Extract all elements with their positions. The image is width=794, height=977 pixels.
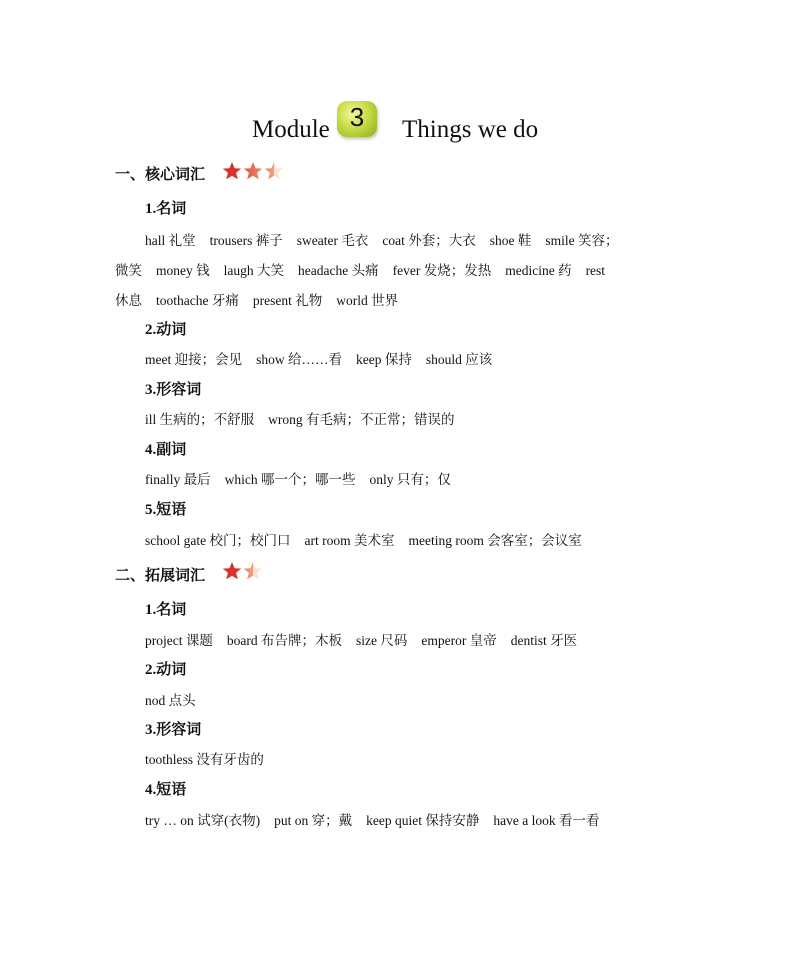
rating-stars-core — [222, 161, 292, 181]
ext-phrases-label: 4.短语 — [145, 782, 187, 798]
star-icon — [243, 161, 263, 181]
star-icon — [264, 161, 284, 181]
core-phrases-label: 5.短语 — [145, 502, 187, 518]
title-topic: Things we do — [402, 116, 539, 143]
ext-verbs-label: 2.动词 — [145, 662, 187, 678]
vocab-line — [145, 529, 582, 549]
vocab-entry: toothless 没有牙齿的 — [145, 752, 264, 767]
vocab-entry: nod 点头 — [145, 693, 196, 708]
vocab-line — [145, 748, 264, 768]
ext-adjectives-label: 3.形容词 — [145, 722, 202, 738]
vocab-entry: trousers 裤子 — [209, 233, 283, 248]
core-nouns-label: 1.名词 — [145, 201, 187, 217]
star-icon — [222, 161, 242, 181]
section-heading-core: 一、核心词汇 — [115, 165, 206, 183]
vocab-entry: smile 笑容； — [545, 233, 619, 248]
rating-stars-extended — [222, 561, 272, 581]
vocab-line — [115, 289, 398, 309]
vocab-entry: finally 最后 — [145, 472, 211, 487]
vocab-entry: shoe 鞋 — [489, 233, 532, 248]
vocab-entry: size 尺码 — [355, 633, 408, 648]
vocab-entry: keep 保持 — [356, 352, 412, 367]
vocab-entry: school gate 校门；校门口 — [145, 533, 291, 548]
vocab-entry: show 给……看 — [256, 352, 343, 367]
vocab-entry: only 只有；仅 — [369, 472, 451, 487]
core-verbs-label: 2.动词 — [145, 322, 187, 338]
vocab-entry: meeting room 会客室；会议室 — [408, 533, 582, 548]
vocab-entry: ill 生病的；不舒服 — [145, 412, 255, 427]
vocab-entry: meet 迎接；会见 — [145, 352, 243, 367]
core-adverbs-label: 4.副词 — [145, 442, 187, 458]
vocab-entry: dentist 牙医 — [510, 633, 578, 648]
vocab-entry: laugh 大笑 — [223, 263, 284, 278]
vocab-line — [145, 689, 196, 709]
vocab-entry: project 课题 — [145, 633, 213, 648]
vocab-line — [145, 229, 618, 249]
module-number-badge — [337, 101, 377, 137]
ext-nouns-label: 1.名词 — [145, 602, 187, 618]
module-number: 3 — [349, 102, 365, 132]
vocab-line — [145, 809, 599, 829]
vocab-entry: emperor 皇帝 — [421, 633, 497, 648]
vocab-entry: try … on 试穿(衣物) — [145, 813, 261, 828]
vocab-line — [145, 408, 455, 428]
section-heading-extended: 二、拓展词汇 — [115, 566, 206, 584]
vocab-entry: headache 头痛 — [298, 263, 379, 278]
vocab-entry: sweater 毛衣 — [296, 233, 369, 248]
title-module-word: Module — [252, 116, 330, 143]
vocab-entry: rest — [585, 263, 606, 278]
vocab-entry: wrong 有毛病；不正常；错误的 — [268, 412, 455, 427]
core-adjectives-label: 3.形容词 — [145, 382, 202, 398]
module-title — [0, 98, 794, 158]
vocab-entry: present 礼物 — [252, 293, 323, 308]
vocab-line — [145, 468, 451, 488]
vocab-line — [115, 259, 605, 279]
vocab-entry: should 应该 — [425, 352, 493, 367]
vocab-entry: put on 穿；戴 — [274, 813, 353, 828]
vocab-entry: keep quiet 保持安静 — [366, 813, 480, 828]
vocab-entry: art room 美术室 — [304, 533, 395, 548]
vocab-entry: medicine 药 — [505, 263, 572, 278]
vocab-entry: fever 发烧；发热 — [392, 263, 492, 278]
vocab-entry: toothache 牙痛 — [156, 293, 239, 308]
vocab-entry: 休息 — [115, 293, 142, 308]
vocab-entry: 微笑 — [115, 263, 142, 278]
vocab-entry: world 世界 — [336, 293, 399, 308]
vocab-entry: which 哪一个；哪一些 — [224, 472, 356, 487]
vocab-entry: money 钱 — [156, 263, 210, 278]
star-icon — [222, 561, 242, 581]
vocab-line — [145, 629, 577, 649]
vocab-line — [145, 348, 492, 368]
star-icon — [243, 561, 263, 581]
vocab-entry: have a look 看一看 — [493, 813, 600, 828]
vocab-entry: coat 外套；大衣 — [382, 233, 476, 248]
vocab-entry: board 布告牌；木板 — [226, 633, 342, 648]
vocab-entry: hall 礼堂 — [145, 233, 196, 248]
